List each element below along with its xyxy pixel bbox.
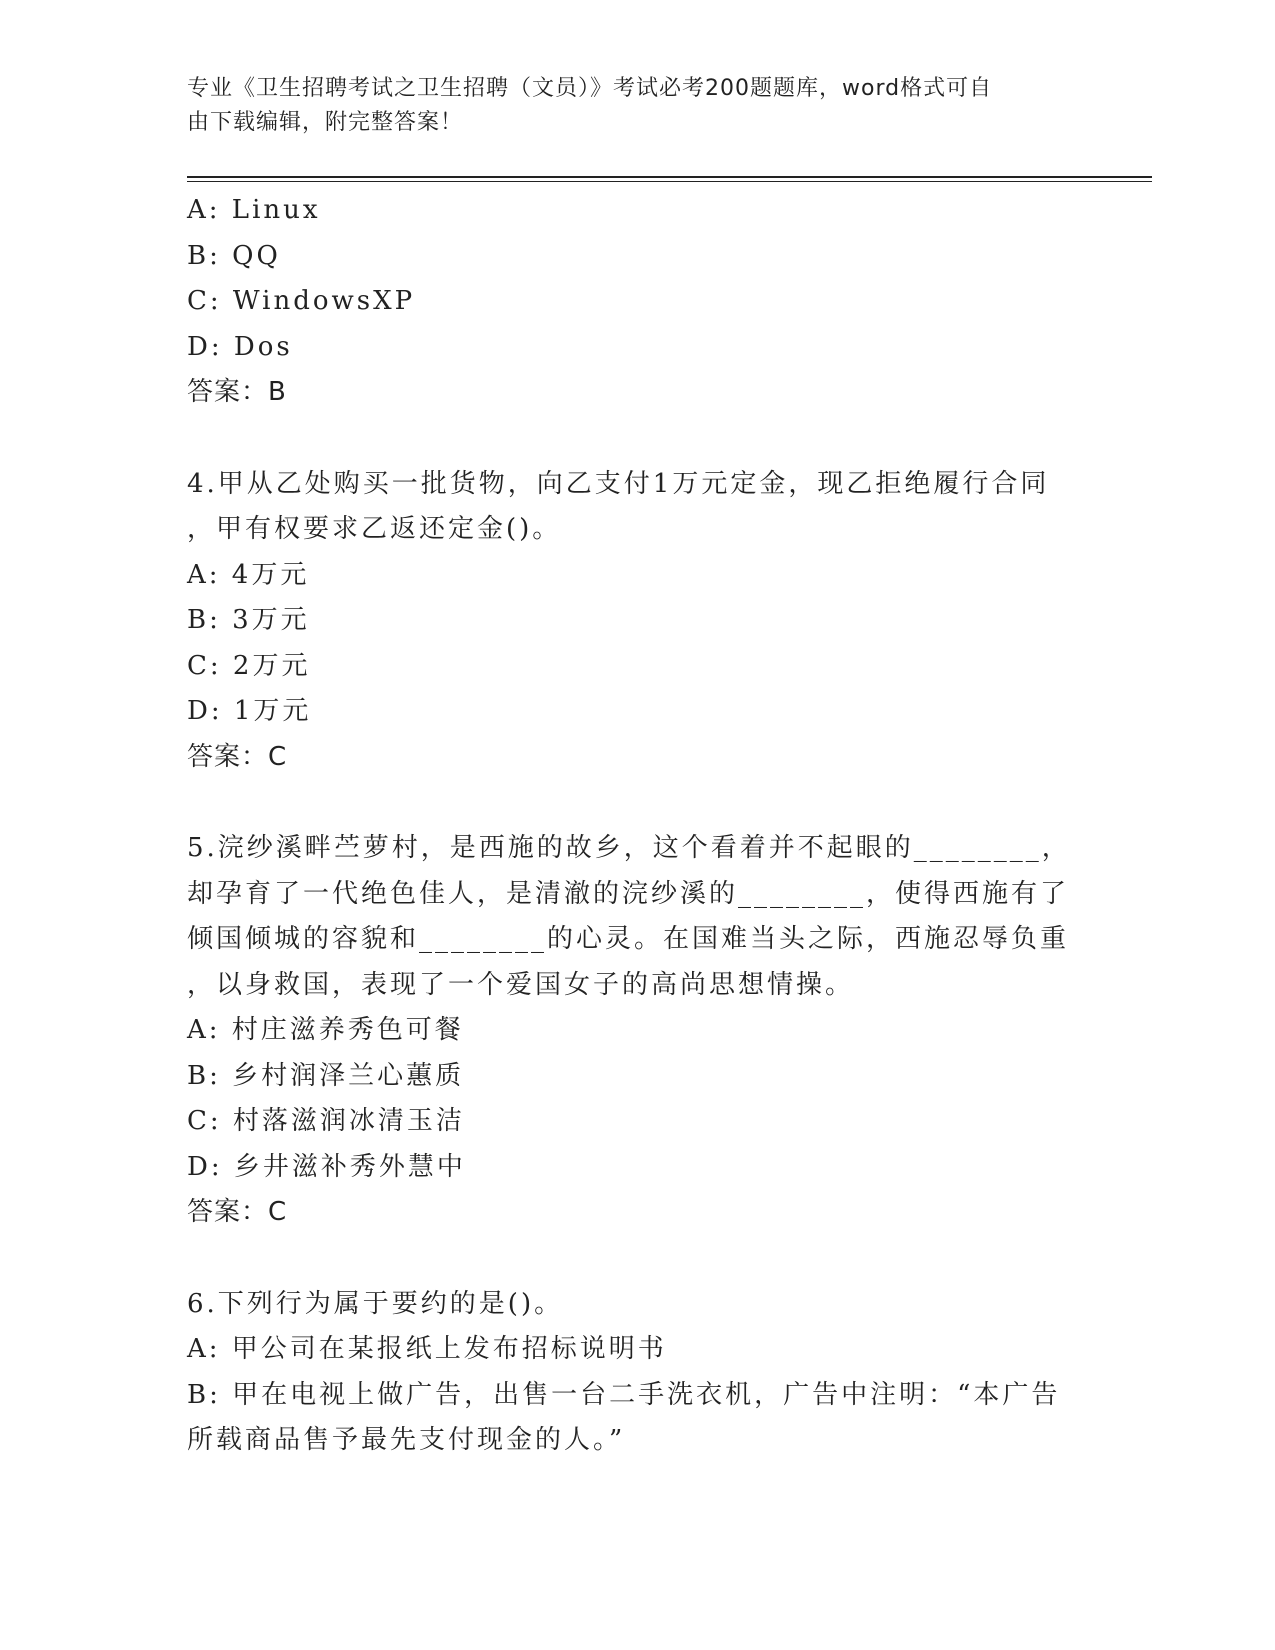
option-a: A: Linux [187, 195, 321, 225]
spacer [187, 416, 1087, 462]
answer-line: 答案：C [187, 1197, 288, 1227]
spacer [187, 780, 1087, 826]
option-a: A: 甲公司在某报纸上发布招标说明书 [187, 1334, 667, 1364]
option-b: B: 甲在电视上做广告，出售一台二手洗衣机，广告中注明：“本广告 [187, 1379, 1061, 1410]
header-line-1: 专业《卫生招聘考试之卫生招聘（文员）》考试必考200题题库，word格式可自 [187, 76, 993, 101]
option-c: C: 村落滋润冰清玉洁 [187, 1106, 465, 1136]
question-4 [187, 462, 1087, 781]
question-text-line: 6.下列行为属于要约的是()。 [187, 1288, 564, 1319]
question-text-line: ，甲有权要求乙返还定金()。 [187, 514, 562, 544]
option-d: D: 乡井滋补秀外慧中 [187, 1151, 466, 1182]
question-text-line: 倾国倾城的容貌和________的心灵。在国难当头之际，西施忍辱负重 [187, 924, 1070, 954]
option-c: C: WindowsXP [187, 286, 416, 316]
option-b-continued: 所载商品售予最先支付现金的人。” [187, 1425, 626, 1455]
header-divider-thick [187, 176, 1152, 178]
document-header [187, 72, 1067, 140]
question-text-line: ，以身救国，表现了一个爱国女子的高尚思想情操。 [187, 969, 855, 1000]
answer-line: 答案：C [187, 741, 288, 772]
option-d: D: 1万元 [187, 696, 312, 726]
option-b: B: 3万元 [187, 605, 310, 635]
header-divider-thin [187, 181, 1152, 182]
option-c: C: 2万元 [187, 650, 311, 681]
question-3 [187, 188, 1087, 416]
question-6 [187, 1282, 1087, 1464]
answer-line: 答案：B [187, 377, 287, 407]
question-text-line: 5.浣纱溪畔苎萝村，是西施的故乡，这个看着并不起眼的________， [187, 833, 1071, 863]
option-b: B: 乡村润泽兰心蕙质 [187, 1060, 465, 1091]
spacer [187, 1236, 1087, 1282]
question-text-line: 却孕育了一代绝色佳人，是清澈的浣纱溪的________，使得西施有了 [187, 878, 1070, 909]
question-5 [187, 826, 1087, 1236]
question-text-line: 4.甲从乙处购买一批货物，向乙支付1万元定金，现乙拒绝履行合同 [187, 468, 1050, 499]
option-a: A: 村庄滋养秀色可餐 [187, 1015, 464, 1045]
question-content [187, 188, 1087, 1464]
header-line-2: 由下载编辑，附完整答案！ [187, 110, 464, 135]
option-b: B: QQ [187, 240, 281, 271]
option-d: D: Dos [187, 331, 293, 362]
option-a: A: 4万元 [187, 559, 310, 590]
